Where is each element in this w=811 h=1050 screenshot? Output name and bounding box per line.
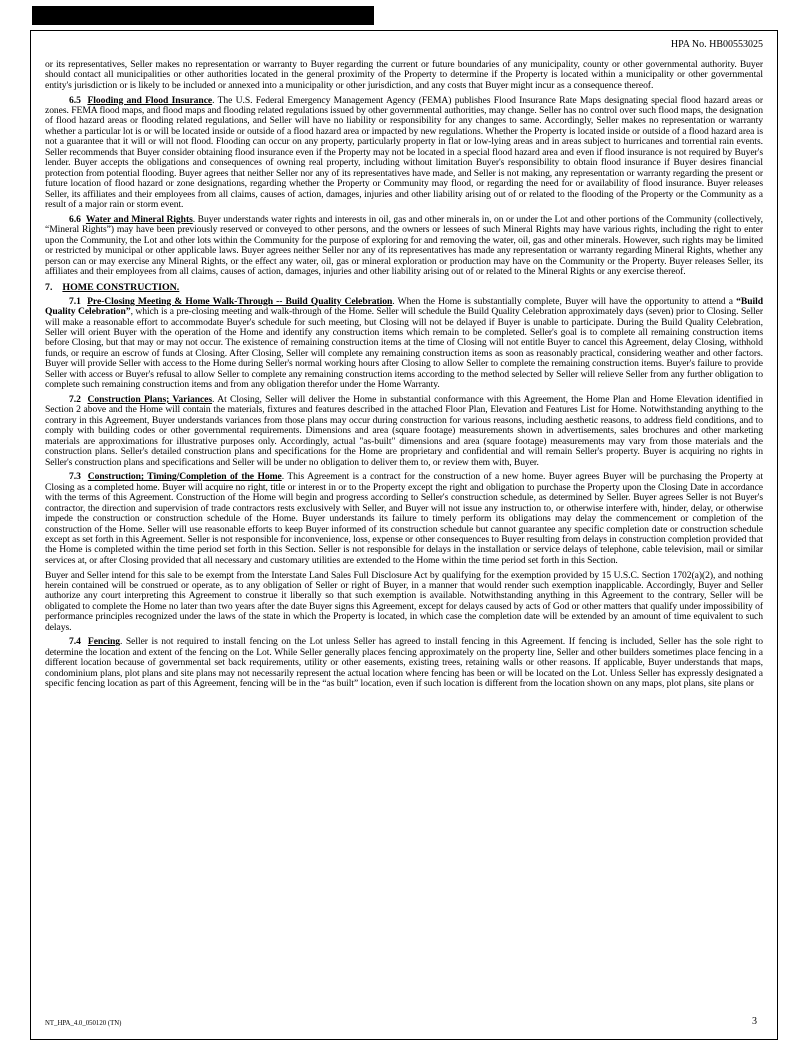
section-7-2-body: . At Closing, Seller will deliver the Home in substantial conformance with this Agreement, the Home Plan and Home Elevation identified in Section 2 above and the Home will contain the materials, fixtures and features described in the attached Floor Plan, Elevation and Features List for Home. Notwithstanding anything to the contrary in this Agreement, Buyer understands variances from those plans may occur during construction for various reasons, including aesthetic reasons, to address field conditions, and to comply with building codes or other governmental requirements. Dimensions and area (square footage) measurements shown in advertisements, sales brochures and other marketing materials are approximations for illustrative purposes only. Accordingly, actual "as-built" dimensions and area (square footage) measurements may vary from those materials and the construction plans. Seller's detailed construction plans and specifications for the Home are proprietary and confidential and will remain Seller's property. Buyer is acquiring no rights in Seller's construction plans and specifications and Seller will be under no obligation to deliver them to, or review them with, Buyer. [45,393,763,468]
form-code: NT_HPA_4.0_050120 (TN) [45,1020,122,1027]
hpa-number: HPA No. HB00553025 [670,39,763,50]
section-7-2-number: 7.2 [69,393,81,405]
section-7-2-title: Construction Plans; Variances [87,393,213,405]
section-7-1-number: 7.1 [69,295,81,307]
section-7-1 [45,297,763,391]
section-7-heading [45,282,763,294]
section-6-6-number: 6.6 [69,213,81,225]
section-6-5-number: 6.5 [69,94,81,106]
section-7-3 [45,472,763,566]
intro-paragraph: or its representatives, Seller makes no representation or warranty to Buyer regarding the current or future boundaries of any municipality, county or other governmental authority. Buyer should contact all municipalities or other authorities located in the general proximity of the Property to determine if the Property is located within a municipality or other governmental entity's jurisdiction or is likely to be included or annexed into a municipality or other jurisdiction, and any costs that Buyer might incur as a consequence thereof. [45,59,763,91]
section-7-3-title: Construction; Timing/Completion of the Home [87,471,282,483]
section-7-3-body: . This Agreement is a contract for the construction of a new home. Buyer agrees Buyer will be purchasing the Property at Closing as a completed home. Buyer will acquire no right, title or interest in or to the Property except the right and obligation to purchase the Property upon the Closing Date in accordance with the terms of this Agreement. Construction of the Home will begin and progress according to Seller's construction schedule, as determined by Seller. Buyer agrees Seller is not Buyer's contractor, the direction and supervision of trade contractors rests exclusively with Seller, and Buyer will not issue any instruction to, or otherwise interfere with, hinder, delay, or otherwise impede the construction or construction schedule of the Home. Buyer understands its failure to timely perform its obligations may delay the commencement or completion of the construction of the Home. Seller will use reasonable efforts to keep Buyer informed of its construction schedule but cannot guarantee any specific completion date or construction schedule except as set forth in this Agreement. Seller is not responsible for inconvenience, loss, expense or other consequences to Buyer resulting from delays in construction completion provided that the Home is completed within the time period set forth in this Section. Seller is not responsible for delays in the installation or service delays of telephone, cable television, mail or similar services at, or after Closing provided that all necessary and customary utilities are extended to the Home within the time period set forth in this Section. [45,471,764,566]
section-7-1-title: Pre-Closing Meeting & Home Walk-Through -- Build Quality Celebration [87,295,393,307]
section-7-2 [45,395,763,468]
section-7-4 [45,637,763,689]
section-7-1-lead: . When the Home is substantially complete, Buyer will have the opportunity to attend a [392,295,737,307]
section-7-3-number: 7.3 [69,471,81,483]
section-7-title: HOME CONSTRUCTION. [62,281,180,293]
section-7-4-title: Fencing [87,636,121,648]
section-6-6-title: Water and Mineral Rights [85,213,193,225]
section-7-1-body: , which is a pre-closing meeting and walk-through of the Home. Seller will schedule the Build Quality Celebration approximately days (seven) prior to Closing. Seller will make a reasonable effort to accommodate Buyer's schedule for such meeting, but Closing will not be delayed if Buyer is unable to participate. During the Build Quality Celebration, Seller will orient Buyer with the operation of the Home and identify any construction items which remain to be completed. Seller's goal is to complete all remaining construction items before Closing, but that may or may not occur. The existence of remaining construction items at the time of Closing will not entitle Buyer to cancel this Agreement, delay Closing, withhold funds, or require an escrow of funds at Closing. After Closing, Seller will complete any remaining construction items as soon as reasonably practical, considering weather and other factors. Buyer will provide Seller with access to the Home during Seller's normal working hours after Closing to allow Seller to complete the remaining construction items. Buyer's failure to provide Seller with access or Buyer's refusal to allow Seller to complete any remaining construction items according to the method selected by Seller will relieve Seller from any further obligation to complete such remaining construction items and from any obligation therefor under the Home Warranty. [45,306,763,391]
section-7-4-number: 7.4 [69,636,81,648]
section-6-5-title: Flooding and Flood Insurance [87,94,213,106]
page-footer [45,1013,763,1027]
page-number: 3 [752,1016,757,1027]
section-6-6-body: . Buyer understands water rights and interests in oil, gas and other minerals in, on or under the Lot and other portions of the Community (collectively, “Mineral Rights”) may have been previously reserved or conveyed to other persons, and the owners or lessees of such Mineral Rights may have various rights, including the right to enter upon the Community, the Lot and other lots within the Community for the purpose of exploring for and removing the water, oil, gas and other minerals. However, such rights may be limited or restricted by municipal or other applicable laws. Buyer agrees neither Seller nor any of its representatives has made any representation or warranty regarding Mineral Rights, whether any person can or may exercise any Mineral Rights, or the effect any water, oil, gas or mineral exploration or production may have on the Community or the Property. Buyer releases Seller, its affiliates and their employees from all claims, causes of action, damages, injuries and other liability arising out of or related to the Mineral Rights or any exercise thereof. [45,213,763,277]
redaction-bar [32,6,374,25]
section-7-4-body: . Seller is not required to install fencing on the Lot unless Seller has agreed to install fencing in this Agreement. If fencing is included, Seller has the sole right to determine the location and extent of the fencing on the Lot. While Seller generally places fencing approximately on the property line, Seller and other builders sometimes place fencing in a different location because of governmental set back requirements, utility or other easements, existing trees, retaining walls or other reasons. If applicable, Buyer understands that maps, condominium plans, plot plans and site plans may not necessarily represent the actual location where fencing has been or will be located on the Lot. Unless Seller has expressly designated a specific fencing location as part of this Agreement, fencing will be in the “as built” location, even if such location is different from the location shown on any maps, plot plans, site plans or [45,636,763,690]
document-page [30,30,778,1040]
section-6-6 [45,215,763,278]
interstate-paragraph: Buyer and Seller intend for this sale to be exempt from the Interstate Land Sales Full Disclosure Act by qualifying for the exemption provided by 15 U.S.C. Section 1702(a)(2), and nothing herein contained will be construed or operate, as to any obligation of Seller or right of Buyer, in a manner that would render such exemption inapplicable. Accordingly, Buyer and Seller authorize any court interpreting this Agreement to construe it liberally so that such exemption is available. Notwithstanding anything in this Agreement to the contrary, Seller will be obligated to complete the Home no later than two years after the date Buyer signs this Agreement, except for delays caused by acts of God or other matters that qualify under impossibility of performance principles recognized under the laws of the state in which the Property is located, in which case the completion date will be extended by an amount of time equivalent to such delays. [45,569,763,633]
section-6-5-body: . The U.S. Federal Emergency Management Agency (FEMA) publishes Flood Insurance Rate Maps designating special flood hazard areas or zones. FEMA flood maps, and flood maps and flooding related regulations issued by other governmental authorities, may change. Seller has no control over such flood maps, the designation of flood hazard areas or flooding related regulations, and Seller will have no liability or responsibility for any changes to same. Accordingly, Seller makes no representation or warranty whether a particular lot is or will be located inside or outside of a flood hazard area or impacted by new regulations. Whether the Property is located inside or outside of a flood hazard area is not a guarantee that it will or will not flood. Flooding can occur on any property, particularly property in flat or low-lying areas and in areas subject to hurricanes and torrential rain events. Seller recommends that Buyer consider obtaining flood insurance even if the Property may not be located in a special flood hazard area and even if flood insurance is not required by Buyer's lender. Buyer accepts the obligations and consequences of owning real property, including without limitation Buyer's responsibility to obtain flood insurance if Buyer desires financial protection from potential flooding. Buyer agrees that neither Seller nor any of its representatives have made, and Seller is not making, any representation or warranty regarding the present or future location of flood hazard or zone designations, regarding whether the Property or Community may flood, or regarding the need for or availability of flood insurance. Buyer releases Seller, its affiliates and their employees from all claims, causes of action, damages, injuries and other liability arising out of or related to the flooding of the Property or the Community as a result of a major rain or storm event. [45,94,763,211]
section-6-5 [45,96,763,211]
section-7-1-bold-term: “Build Quality Celebration” [45,295,763,318]
section-7-number: 7. [45,281,53,293]
